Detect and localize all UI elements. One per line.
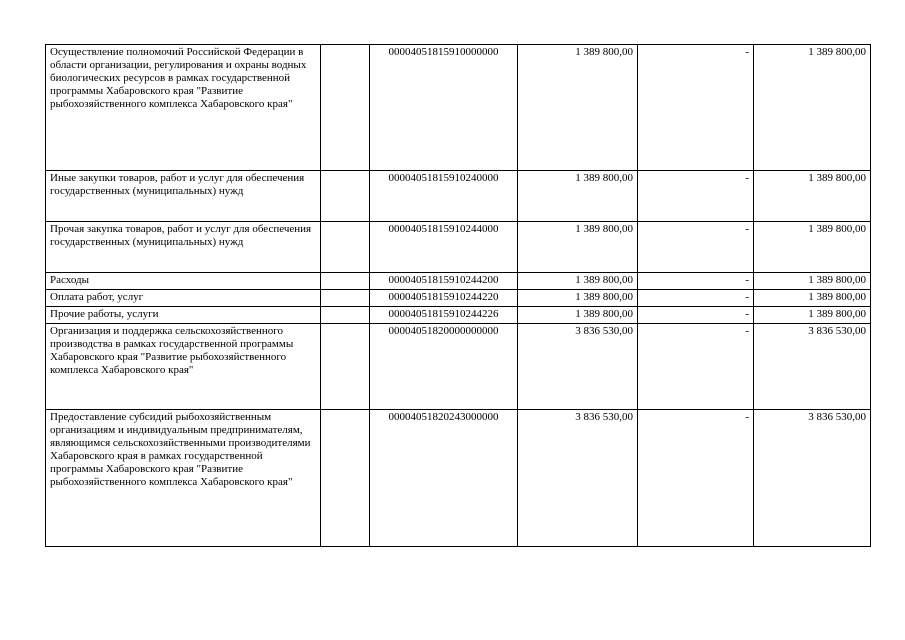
table-row [46,290,871,307]
row-code-cell: 00004051815910000000 [370,45,518,171]
row-name-cell: Организация и поддержка сельскохозяйственного производства в рамках государственной программы Хабаровского края "Развитие рыбохозяйственного комплекса Хабаровского края" [46,324,321,410]
row-remaining-cell: 1 389 800,00 [754,222,871,273]
row-name-cell: Прочие работы, услуги [46,307,321,324]
row-executed-cell: - [638,45,754,171]
budget-table [45,44,871,547]
row-remaining-cell: 1 389 800,00 [754,307,871,324]
row-executed-cell: - [638,222,754,273]
row-remaining-cell: 1 389 800,00 [754,45,871,171]
empty-cell [321,222,370,273]
row-name-cell: Осуществление полномочий Российской Федерации в области организации, регулирования и охраны водных биологических ресурсов в рамках государственной программы Хабаровского края "Развитие рыбохозяйственного комплекса Хабаровского края" [46,45,321,171]
empty-cell [321,45,370,171]
row-approved-cell: 3 836 530,00 [518,324,638,410]
empty-cell [321,273,370,290]
row-code-cell: 00004051815910244226 [370,307,518,324]
row-approved-cell: 1 389 800,00 [518,171,638,222]
row-name-cell: Предоставление субсидий рыбохозяйственным организациям и индивидуальным предпринимателям, являющимся сельскохозяйственными производителями Хабаровского края в рамках государственной программы Хабаровского края "Развитие рыбохозяйственного комплекса Хабаровского края" [46,410,321,547]
row-code-cell: 00004051820243000000 [370,410,518,547]
row-name-cell: Расходы [46,273,321,290]
row-name-cell: Прочая закупка товаров, работ и услуг для обеспечения государственных (муниципальных) нужд [46,222,321,273]
row-executed-cell: - [638,273,754,290]
row-name-cell: Иные закупки товаров, работ и услуг для обеспечения государственных (муниципальных) нужд [46,171,321,222]
table-row [46,171,871,222]
empty-cell [321,290,370,307]
row-approved-cell: 1 389 800,00 [518,222,638,273]
table-row [46,410,871,547]
row-executed-cell: - [638,290,754,307]
row-remaining-cell: 1 389 800,00 [754,290,871,307]
row-remaining-cell: 3 836 530,00 [754,410,871,547]
row-approved-cell: 1 389 800,00 [518,290,638,307]
empty-cell [321,307,370,324]
row-executed-cell: - [638,171,754,222]
empty-cell [321,171,370,222]
table-row [46,307,871,324]
table-row [46,222,871,273]
table-row [46,273,871,290]
row-code-cell: 00004051815910244000 [370,222,518,273]
table-row [46,45,871,171]
row-code-cell: 00004051815910240000 [370,171,518,222]
row-executed-cell: - [638,307,754,324]
row-code-cell: 00004051815910244200 [370,273,518,290]
row-executed-cell: - [638,324,754,410]
row-approved-cell: 1 389 800,00 [518,273,638,290]
row-remaining-cell: 1 389 800,00 [754,273,871,290]
row-approved-cell: 3 836 530,00 [518,410,638,547]
table-row [46,324,871,410]
row-code-cell: 00004051815910244220 [370,290,518,307]
row-executed-cell: - [638,410,754,547]
row-remaining-cell: 1 389 800,00 [754,171,871,222]
row-code-cell: 00004051820000000000 [370,324,518,410]
empty-cell [321,410,370,547]
row-name-cell: Оплата работ, услуг [46,290,321,307]
row-approved-cell: 1 389 800,00 [518,307,638,324]
empty-cell [321,324,370,410]
row-remaining-cell: 3 836 530,00 [754,324,871,410]
row-approved-cell: 1 389 800,00 [518,45,638,171]
